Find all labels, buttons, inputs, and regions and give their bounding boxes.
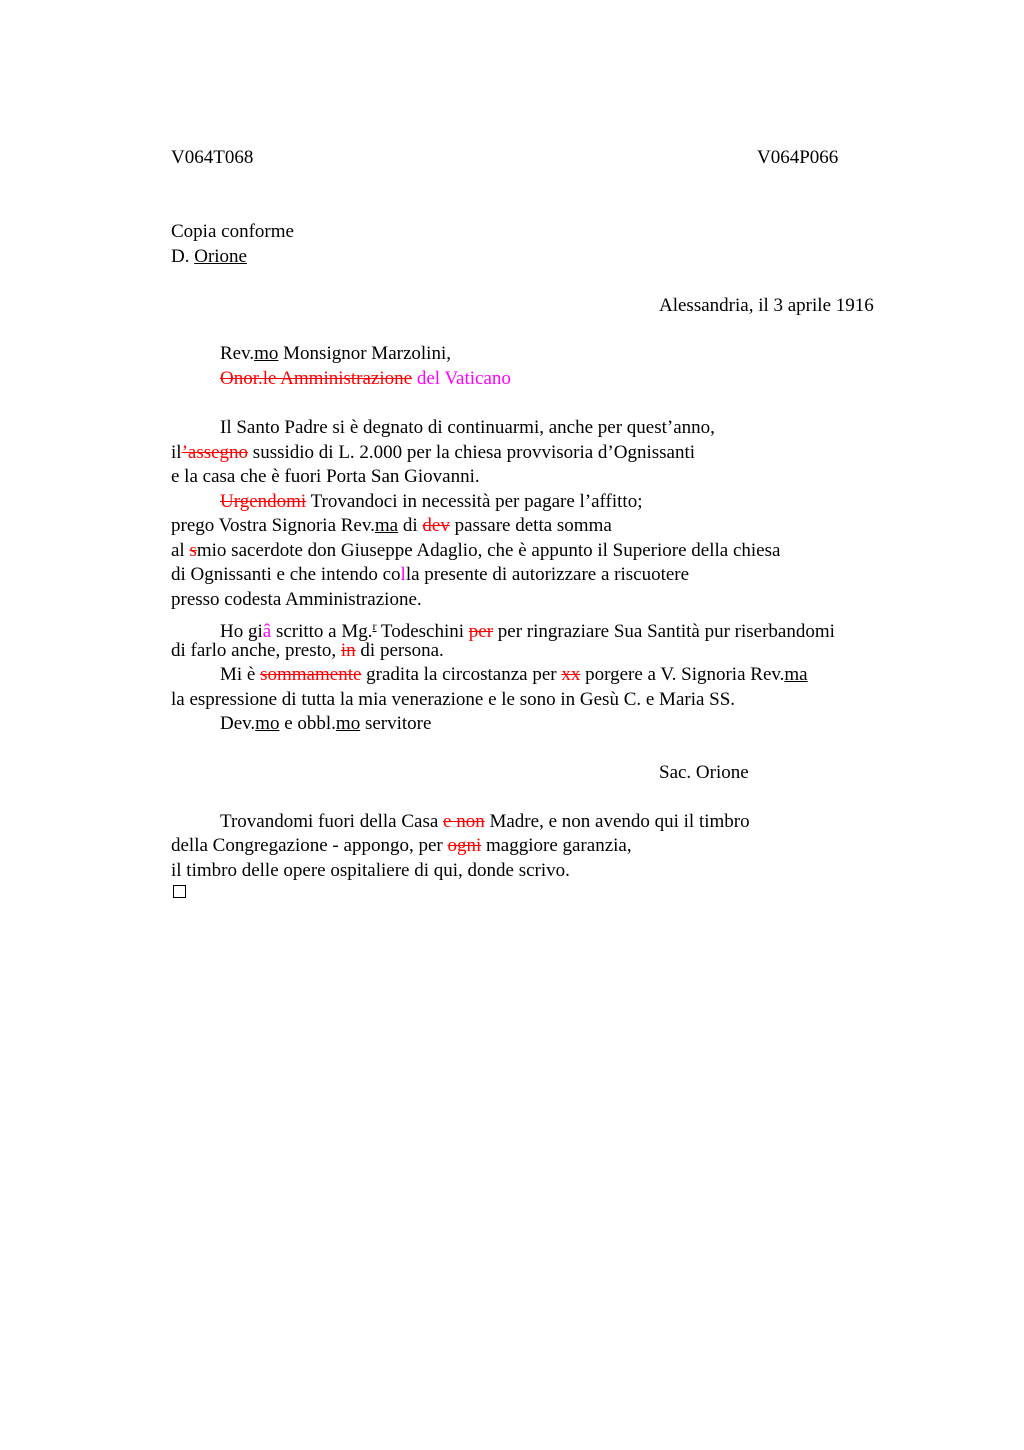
abbrev-superscript: mo (335, 713, 361, 734)
deleted-text: in (340, 640, 356, 661)
copy-note-line2 (171, 245, 247, 270)
text-segment: la presente di autorizzare a riscuotere (405, 564, 690, 585)
text-segment: scritto a Mg. (271, 621, 373, 642)
text-segment: Madre, e non avendo qui il timbro (484, 811, 750, 832)
text-segment: Todeschini (376, 621, 469, 642)
added-text: del Vaticano (412, 368, 511, 389)
deleted-text: Urgendomi (220, 491, 307, 512)
text-segment: al (171, 540, 190, 561)
salutation-rest: Monsignor Marzolini, (278, 343, 451, 364)
added-text: â (262, 621, 272, 642)
text-segment: Ho gi (220, 621, 263, 642)
text-segment: di farlo anche, presto, (171, 640, 341, 661)
text-segment: e obbl. (279, 713, 336, 734)
body-line (220, 490, 642, 515)
deleted-text: ’assegno (181, 442, 249, 463)
text-segment: di (398, 515, 423, 536)
text-segment: Mi è (220, 664, 261, 685)
header-left-code: V064T068 (171, 147, 254, 168)
text-segment: di Ognissanti e che intendo co (171, 564, 401, 585)
deleted-text: dev (422, 515, 450, 536)
deleted-text: s (189, 540, 197, 561)
body-line: e la casa che è fuori Porta San Giovanni. (171, 466, 480, 487)
deleted-text: sommamente (260, 664, 362, 685)
closing-line (220, 712, 431, 737)
text-segment: maggiore garanzia, (481, 835, 632, 856)
copy-note-orione: Orione (194, 246, 247, 267)
body-line (171, 563, 689, 588)
text-segment: Dev. (220, 713, 256, 734)
postscript-line (171, 834, 632, 859)
deleted-text: e non (443, 811, 485, 832)
deleted-text: ogni (447, 835, 482, 856)
text-segment: per ringraziare Sua Santità pur riserbandomi (493, 621, 835, 642)
text-segment: gradita la circostanza per (361, 664, 562, 685)
salutation-mo: mo (254, 343, 279, 364)
deleted-text: xx (561, 664, 581, 685)
copy-note-line1: Copia conforme (171, 221, 294, 242)
text-segment: mio sacerdote don Giuseppe Adaglio, che è appunto il Superiore della chiesa (196, 540, 781, 561)
end-box-icon (173, 885, 186, 898)
added-text: l (400, 564, 406, 585)
text-segment: Trovandomi fuori della Casa (220, 811, 444, 832)
text-segment: sussidio di L. 2.000 per la chiesa provvisoria d’Ognissanti (248, 442, 696, 463)
salutation-line (220, 342, 451, 367)
salutation-rev: Rev. (220, 343, 255, 364)
abbrev-superscript: mo (255, 713, 280, 734)
body-line (220, 663, 808, 688)
body-line (171, 539, 780, 564)
signature: Sac. Orione (659, 762, 749, 783)
text-segment: della Congregazione - appongo, per (171, 835, 448, 856)
text-segment: porgere a V. Signoria Rev. (580, 664, 785, 685)
postscript-line: il timbro delle opere ospitaliere di qui, donde scrivo. (171, 860, 570, 881)
text-segment: passare detta somma (449, 515, 612, 536)
deleted-text: Onor.le Amministrazione (220, 368, 413, 389)
body-line (171, 514, 612, 539)
body-line (171, 639, 444, 664)
abbrev-superscript: r (372, 619, 377, 633)
postscript-line (220, 810, 750, 835)
copy-note-d: D. (171, 246, 195, 267)
body-line: Il Santo Padre si è degnato di continuarmi, anche per quest’anno, (220, 417, 715, 438)
abbrev-superscript: ma (374, 515, 399, 536)
body-line: la espressione di tutta la mia venerazione e le sono in Gesù C. e Maria SS. (171, 689, 736, 710)
abbrev-superscript: ma (784, 664, 808, 685)
deleted-text: per (468, 621, 494, 642)
header-right-code: V064P066 (757, 147, 839, 168)
body-line: presso codesta Amministrazione. (171, 589, 422, 610)
text-segment: servitore (360, 713, 432, 734)
text-segment: Trovandoci in necessità per pagare l’affitto; (306, 491, 643, 512)
text-segment: il (171, 442, 182, 463)
salutation-address-line (220, 367, 511, 392)
body-line (171, 441, 695, 466)
date-line: Alessandria, il 3 aprile 1916 (659, 295, 874, 316)
text-segment: di persona. (355, 640, 444, 661)
text-segment: prego Vostra Signoria Rev. (171, 515, 375, 536)
